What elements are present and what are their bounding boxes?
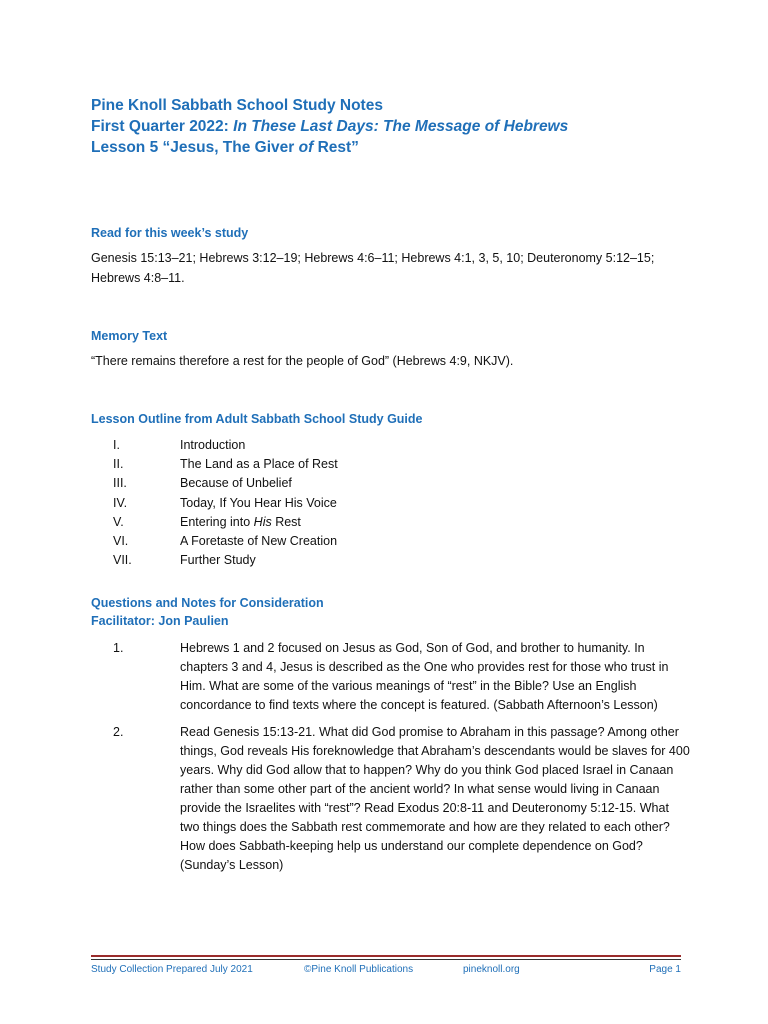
outline-text-italic: His [253,514,272,529]
lesson-italic-word: of [298,139,314,156]
memory-text: “There remains therefore a rest for the people of God” (Hebrews 4:9, NKJV). [91,354,514,368]
questions-list [91,639,691,875]
read-section [91,224,691,288]
outline-list [91,436,691,570]
question-number: 2. [113,725,124,739]
outline-item [91,513,691,532]
questions-heading: Questions and Notes for Consideration [91,596,324,610]
lesson-label: Lesson 5 “Jesus, The Giver [91,139,299,156]
footer-website: pineknoll.org [463,964,520,975]
footer-divider-top [91,955,681,957]
facilitator-line: Facilitator: Jon Paulien [91,614,229,628]
question-item [91,639,691,715]
outline-text: Because of Unbelief [180,476,292,491]
title-line-3 [91,137,731,158]
outline-text-suffix: Rest [271,514,301,529]
memory-heading: Memory Text [91,329,168,343]
read-text: Genesis 15:13–21; Hebrews 3:12–19; Hebrews 4:6–11; Hebrews 4:1, 3, 5, 10; Deuteronomy 5:12–15; Hebrews 4:8–11. [91,251,655,285]
outline-number: V. [113,514,124,529]
outline-item [91,494,691,513]
title-line-1: Pine Knoll Sabbath School Study Notes [91,97,383,114]
outline-text: Today, If You Hear His Voice [180,495,337,510]
outline-text: A Foretaste of New Creation [180,534,338,549]
outline-number: VI. [113,534,129,549]
question-text: Read Genesis 15:13-21. What did God promise to Abraham in this passage? Among other things, God reveals His foreknowledge that Abraham’s descendants would be slaves for 400 years. Why did God allow that to happen? Why do you think God placed Israel in Canaan rather than some other part of the ancient world? In what sense would living in Canaan provide the Israelites with “rest”? Read Exodus 20:8-11 and Deuteronomy 5:12-15. What two things does the Sabbath rest commemorate and how are they related to each other? How does Sabbath-keeping help us understand our complete dependence on God? (Sunday’s Lesson) [180,725,690,872]
footer-prepared: Study Collection Prepared July 2021 [91,964,253,975]
outline-number: VII. [113,553,132,568]
outline-number: IV. [113,495,128,510]
quarter-label: First Quarter 2022: [91,118,234,135]
memory-section [91,327,691,371]
footer-page-number: Page 1 [649,964,681,975]
outline-text: Introduction [180,438,246,452]
document-title [91,95,731,158]
outline-number: II. [113,457,124,472]
question-item [91,723,691,875]
outline-text: The Land as a Place of Rest [180,457,338,472]
outline-item [91,551,691,570]
outline-item [91,474,691,493]
outline-number: I. [113,438,120,452]
lesson-suffix: Rest” [313,139,359,156]
outline-text: Further Study [180,553,256,568]
outline-item [91,532,691,551]
questions-section [91,594,691,883]
outline-text-prefix: Entering into [180,514,254,529]
question-text: Hebrews 1 and 2 focused on Jesus as God, Son of God, and brother to humanity. In chapters 3 and 4, Jesus is described as the One who provides rest for those who trust in Him. What are some of the various meanings of “rest” in the Bible? Use an English concordance to find texts where the concept is featured. (Sabbath Afternoon’s Lesson) [180,641,669,712]
question-number: 1. [113,641,124,655]
outline-item [91,455,691,474]
title-line-2 [91,116,731,137]
quarter-theme: In These Last Days: The Message of Hebrews [233,118,569,135]
footer-copyright: ©Pine Knoll Publications [304,964,414,975]
outline-number: III. [113,476,127,491]
read-heading: Read for this week’s study [91,226,249,240]
footer-divider-bottom [91,959,681,960]
outline-item [91,436,691,455]
outline-text [180,513,301,532]
outline-heading: Lesson Outline from Adult Sabbath School Study Guide [91,412,423,426]
outline-section [91,410,691,570]
